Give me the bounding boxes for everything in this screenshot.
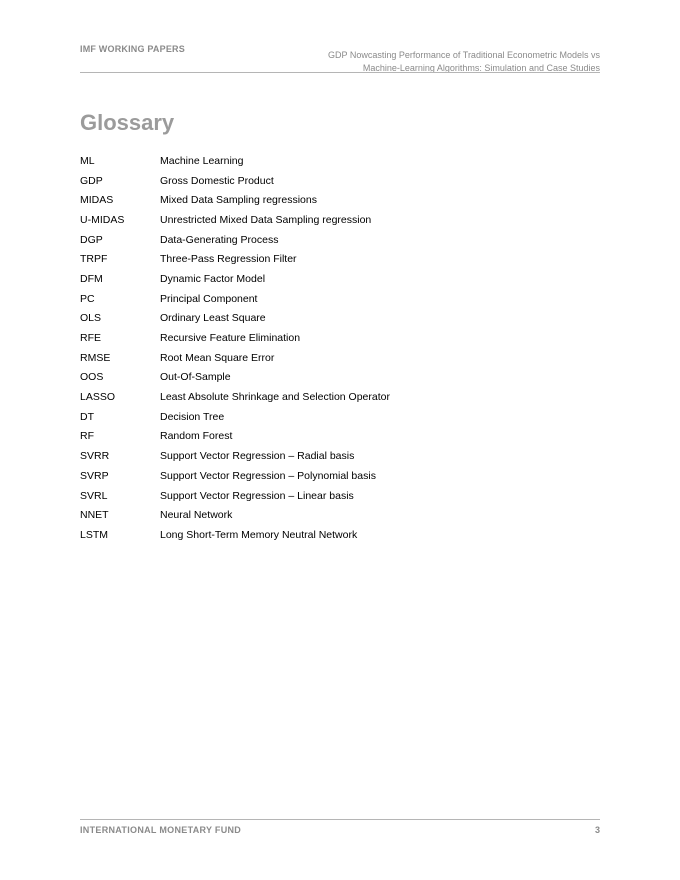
page-number: 3 [594,825,600,835]
glossary-term: SVRP [80,469,109,482]
glossary-term: U-MIDAS [80,213,125,226]
glossary-definition: Data-Generating Process [160,233,279,246]
glossary-entry [80,269,600,289]
header-series-label: IMF WORKING PAPERS [80,44,185,54]
glossary-term: SVRR [80,450,110,463]
glossary-definition: Principal Component [160,292,258,305]
glossary-term: OOS [80,371,104,384]
glossary-definition: Mixed Data Sampling regressions [160,194,317,207]
glossary-term: OLS [80,312,102,325]
glossary-definition: Gross Domestic Product [160,174,274,187]
glossary-definition: Least Absolute Shrinkage and Selection Operator [160,391,390,404]
glossary-definition: Three-Pass Regression Filter [160,253,297,266]
glossary-entry [80,505,600,525]
glossary-entry [80,309,600,329]
glossary-definition: Machine Learning [160,154,244,167]
glossary-entry [80,171,600,191]
glossary-definition: Long Short-Term Memory Neutral Network [160,528,358,541]
glossary-term: TRPF [80,253,108,266]
glossary-entry [80,387,600,407]
glossary-entry [80,486,600,506]
glossary-entry [80,407,600,427]
header-divider [80,72,600,73]
glossary-definition: Root Mean Square Error [160,351,275,364]
glossary-term: NNET [80,509,109,522]
glossary-definition: Support Vector Regression – Linear basis [160,489,354,502]
glossary-entry [80,368,600,388]
glossary-definition: Dynamic Factor Model [160,272,266,285]
glossary-entry [80,446,600,466]
glossary-entry [80,466,600,486]
page-title: Glossary [80,110,175,135]
glossary-term: MIDAS [80,194,114,207]
footer-organization: INTERNATIONAL MONETARY FUND [80,825,242,835]
glossary-term: GDP [80,174,103,187]
glossary-entry [80,427,600,447]
glossary-term: SVRL [80,489,108,502]
glossary-entry [80,525,600,545]
header-paper-title [280,49,600,74]
glossary-term: RF [80,430,94,443]
glossary-entry [80,289,600,309]
glossary-term: LASSO [80,391,116,404]
glossary-term: RFE [80,332,101,345]
glossary-entry [80,348,600,368]
glossary-definition: Decision Tree [160,410,225,423]
glossary-entry [80,230,600,250]
glossary-list [80,151,600,545]
glossary-definition: Out-Of-Sample [160,371,231,384]
glossary-term: RMSE [80,351,111,364]
glossary-term: LSTM [80,528,109,541]
glossary-entry [80,210,600,230]
glossary-term: PC [80,292,95,305]
glossary-definition: Unrestricted Mixed Data Sampling regression [160,213,372,226]
glossary-entry [80,151,600,171]
glossary-entry [80,249,600,269]
footer-divider [80,819,600,820]
glossary-definition: Ordinary Least Square [160,312,266,325]
glossary-definition: Recursive Feature Elimination [160,332,301,345]
glossary-entry [80,190,600,210]
glossary-term: DT [80,410,94,423]
glossary-entry [80,328,600,348]
glossary-term: DFM [80,272,103,285]
glossary-definition: Support Vector Regression – Polynomial basis [160,469,376,482]
glossary-term: ML [80,154,95,167]
glossary-term: DGP [80,233,103,246]
header-title-line-1: GDP Nowcasting Performance of Traditional Econometric Models vs [328,50,600,60]
glossary-definition: Support Vector Regression – Radial basis [160,450,355,463]
glossary-definition: Random Forest [160,430,233,443]
glossary-definition: Neural Network [160,509,233,522]
header-title-line-2: Machine-Learning Algorithms: Simulation and Case Studies [362,62,600,73]
